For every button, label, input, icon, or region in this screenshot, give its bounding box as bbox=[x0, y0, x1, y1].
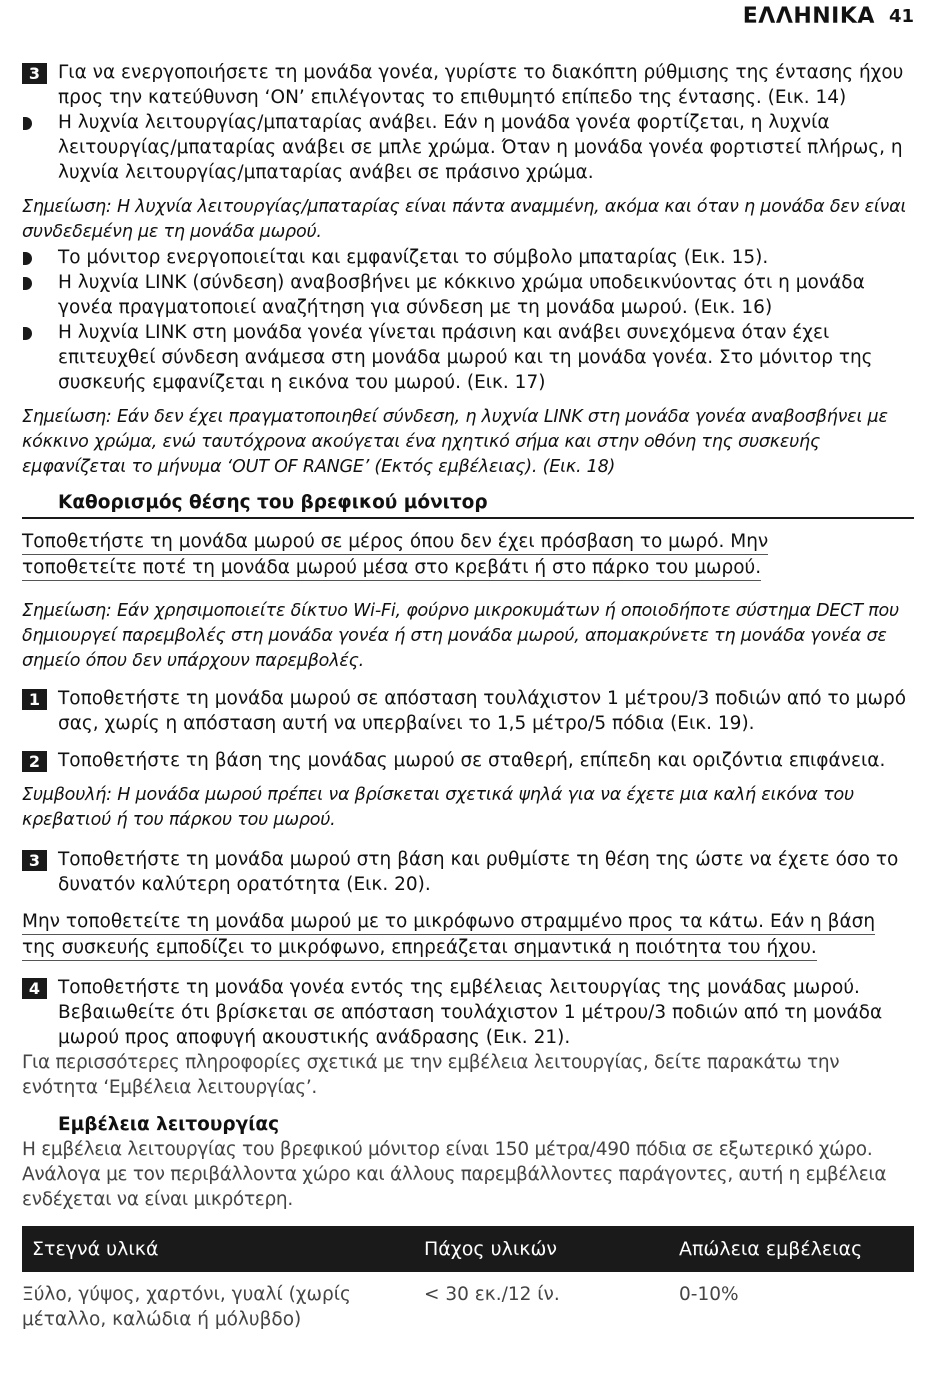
step-text: Τοποθετήστε τη βάση της μονάδας μωρού σε σταθερή, επίπεδη και οριζόντια επιφάνεια. bbox=[58, 750, 886, 771]
info-range-reference: Για περισσότερες πληροφορίες σχετικά με την εμβέλεια λειτουργίας, δείτε παρακάτω την ενότητα ‘Εμβέλεια λειτουργίας’. bbox=[22, 1052, 840, 1098]
warning-line: Μην τοποθετείτε τη μονάδα μωρού με το μικρόφωνο στραμμένο προς τα κάτω. Εάν η βάση bbox=[22, 909, 875, 935]
bullet-marker-icon bbox=[23, 117, 32, 130]
bullet-text: Η λυχνία LINK (σύνδεση) αναβοσβήνει με κόκκινο χρώμα υποδεικνύοντας ότι η μονάδα γονέα πραγματοποιεί αναζήτηση για σύνδεση με τη μονάδα μωρού. (Εικ. 16) bbox=[58, 272, 865, 318]
step-number-badge: 3 bbox=[22, 63, 47, 84]
step-number-badge: 2 bbox=[22, 751, 47, 772]
warning-baby-unit-placement bbox=[22, 529, 914, 581]
language-label: ΕΛΛΗΝΙΚΑ bbox=[742, 3, 875, 29]
bullet-battery-symbol bbox=[22, 245, 914, 270]
bullet-marker-icon bbox=[23, 327, 32, 340]
page-number: 41 bbox=[888, 5, 914, 27]
warning-line: τοποθετείτε ποτέ τη μονάδα μωρού μέσα στο κρεβάτι ή στο πάρκο του μωρού. bbox=[22, 555, 761, 581]
warning-line: Τοποθετήστε τη μονάδα μωρού σε μέρος όπου δεν έχει πρόσβαση το μωρό. Μην bbox=[22, 529, 768, 555]
tip-height: Συμβουλή: Η μονάδα μωρού πρέπει να βρίσκεται σχετικά ψηλά για να έχετε μια καλή εικόνα του κρεβατιού ή του πάρκου του μωρού. bbox=[22, 785, 854, 830]
table-cell-range-loss: 0-10% bbox=[679, 1284, 739, 1305]
step-4-parent-range bbox=[22, 975, 914, 1050]
page-content bbox=[22, 60, 914, 1332]
bullet-marker-icon bbox=[23, 277, 32, 290]
bullet-link-searching bbox=[22, 270, 914, 320]
column-header-range-loss: Απώλεια εμβέλειας bbox=[669, 1226, 914, 1272]
table-cell-material: Ξύλο, γύψος, χαρτόνι, γυαλί (χωρίς μέταλλο, καλώδια ή μόλυβδο) bbox=[22, 1284, 351, 1330]
section-heading-positioning: Καθορισμός θέσης του βρεφικού μόνιτορ bbox=[22, 490, 914, 519]
step-1-distance bbox=[22, 686, 914, 736]
warning-microphone bbox=[22, 909, 914, 961]
note-power-light: Σημείωση: Η λυχνία λειτουργίας/μπαταρίας είναι πάντα αναμμένη, ακόμα και όταν η μονάδα δεν είναι συνδεδεμένη με τη μονάδα μωρού. bbox=[22, 197, 907, 242]
note-interference: Σημείωση: Εάν χρησιμοποιείτε δίκτυο Wi-Fi, φούρνο μικροκυμάτων ή οποιοδήποτε σύστημα DECT που δημιουργεί παρεμβολές στη μονάδα γονέα ή στη μονάδα μωρού, απομακρύνετε τη μονάδα γονέα σε σημείο όπου δεν υπάρχουν παρεμβολές. bbox=[22, 601, 899, 671]
page-header bbox=[743, 2, 914, 30]
step-text: Για να ενεργοποιήσετε τη μονάδα γονέα, γυρίστε το διακόπτη ρύθμισης της έντασης ήχου προς την κατεύθυνση ‘ON’ επιλέγοντας το επιθυμητό επίπεδο της έντασης. (Εικ. 14) bbox=[58, 62, 904, 108]
step-2-base bbox=[22, 748, 914, 773]
step-number-badge: 3 bbox=[22, 850, 47, 871]
bullet-marker-icon bbox=[23, 252, 32, 265]
bullet-text: Η λυχνία λειτουργίας/μπαταρίας ανάβει. Εάν η μονάδα γονέα φορτίζεται, η λυχνία λειτουργίας/μπαταρίας ανάβει σε μπλε χρώμα. Όταν η μονάδα γονέα φορτιστεί πλήρως, η λυχνία λειτουργίας/μπαταρίας ανάβει σε πράσινο χρώμα. bbox=[58, 112, 903, 183]
step-number-badge: 1 bbox=[22, 689, 47, 710]
step-number-badge: 4 bbox=[22, 978, 47, 999]
warning-line: της συσκευής εμποδίζει το μικρόφωνο, επηρεάζεται σημαντικά η ποιότητα του ήχου. bbox=[22, 935, 817, 961]
bullet-text: Η λυχνία LINK στη μονάδα γονέα γίνεται πράσινη και ανάβει συνεχόμενα όταν έχει επιτευχθεί σύνδεση ανάμεσα στη μονάδα μωρού και τη μονάδα γονέα. Στο μόνιτορ της συσκευής εμφανίζεται η εικόνα του μωρού. (Εικ. 17) bbox=[58, 322, 873, 393]
table-cell-thickness: < 30 εκ./12 ίν. bbox=[424, 1284, 560, 1305]
column-header-material: Στεγνά υλικά bbox=[22, 1226, 414, 1272]
step-text: Τοποθετήστε τη μονάδα γονέα εντός της εμβέλειας λειτουργίας της μονάδας μωρού. Βεβαιωθείτε ότι βρίσκεται σε απόσταση τουλάχιστον 1 μέτρου/3 ποδιών από τη μονάδα μωρού προς αποφυγή ακουστικής ανάδρασης (Εικ. 21). bbox=[58, 977, 883, 1048]
bullet-text: Το μόνιτορ ενεργοποιείται και εμφανίζεται το σύμβολο μπαταρίας (Εικ. 15). bbox=[58, 247, 769, 268]
range-loss-table bbox=[22, 1226, 914, 1332]
table-row bbox=[22, 1272, 914, 1332]
note-out-of-range: Σημείωση: Εάν δεν έχει πραγματοποιηθεί σύνδεση, η λυχνία LINK στη μονάδα γονέα αναβοσβήνει με κόκκινο χρώμα, ενώ ταυτόχρονα ακούγεται ένα ηχητικό σήμα και στην οθόνη της συσκευής εμφανίζεται το μήνυμα ‘OUT OF RANGE’ (Εκτός εμβέλειας). (Εικ. 18) bbox=[22, 407, 888, 477]
bullet-link-connected bbox=[22, 320, 914, 395]
step-3-activate-parent-unit bbox=[22, 60, 914, 110]
table-header-row bbox=[22, 1226, 914, 1272]
step-text: Τοποθετήστε τη μονάδα μωρού σε απόσταση τουλάχιστον 1 μέτρου/3 ποδιών από το μωρό σας, χωρίς η απόσταση αυτή να υπερβαίνει το 1,5 μέτρο/5 πόδια (Εικ. 19). bbox=[58, 688, 907, 734]
section-heading-range: Εμβέλεια λειτουργίας bbox=[58, 1114, 280, 1135]
step-text: Τοποθετήστε τη μονάδα μωρού στη βάση και ρυθμίστε τη θέση της ώστε να έχετε όσο το δυνατόν καλύτερη ορατότητα (Εικ. 20). bbox=[58, 849, 899, 895]
column-header-thickness: Πάχος υλικών bbox=[414, 1226, 669, 1272]
bullet-power-light bbox=[22, 110, 914, 185]
range-description: Η εμβέλεια λειτουργίας του βρεφικού μόνιτορ είναι 150 μέτρα/490 πόδια σε εξωτερικό χώρο. Ανάλογα με τον περιβάλλοντα χώρο και άλλους παρεμβάλλοντες παράγοντες, αυτή η εμβέλεια ενδέχεται να είναι μικρότερη. bbox=[22, 1139, 887, 1210]
step-3-mount bbox=[22, 847, 914, 897]
